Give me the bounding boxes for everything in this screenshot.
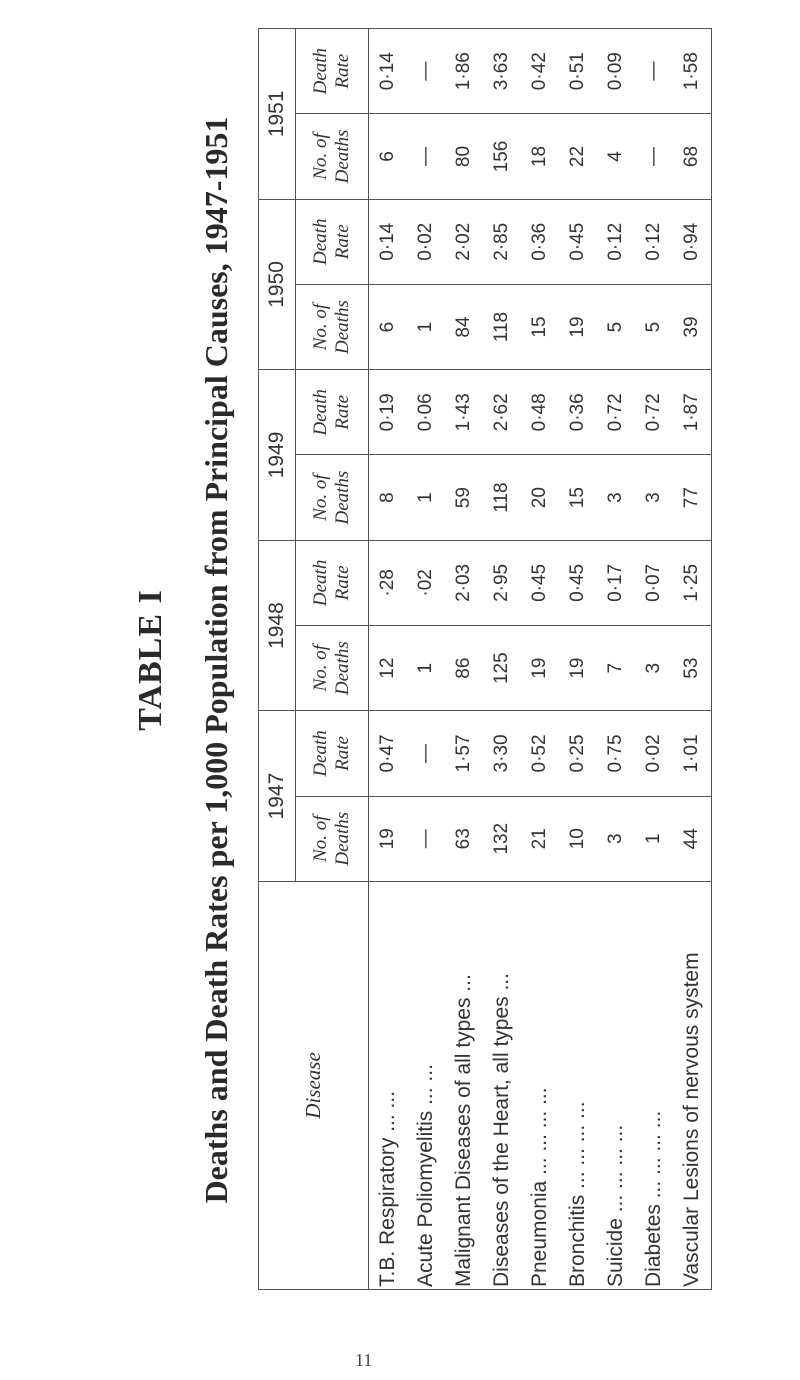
death-rate-value: 0·94 [681,222,702,261]
deaths-value: 5 [643,321,664,333]
year-header-row [259,29,296,1290]
table-body-row [369,29,712,1290]
deaths-value: 1 [415,321,436,333]
deaths-value: 19 [567,657,588,679]
disease-name: Diabetes ... ... ... ... [642,1110,665,1287]
rate-header-1949: Death Rate [296,370,369,455]
rates-list [369,711,711,795]
death-rate-value: 0·06 [415,393,436,432]
rates-column-1947 [369,711,712,796]
death-rate-value: 0·45 [567,222,588,261]
rate-header-1948: Death Rate [296,540,369,625]
deaths-value: 59 [453,487,474,509]
death-rate-value: 0·14 [377,222,398,261]
death-rate-value: 0·12 [605,222,626,261]
death-rate-value: 2·03 [453,563,474,602]
table-title: TABLE I [132,589,169,731]
death-rate-value: 1·43 [453,393,474,432]
deaths-value: — [415,829,436,849]
death-rate-value: — [415,743,436,763]
deaths-value: 22 [567,145,588,168]
deaths-header-1949: No. of Deaths [296,455,369,540]
disease-name: Bronchitis ... ... ... ... [566,1101,589,1287]
deaths-header-1948: No. of Deaths [296,626,369,711]
deaths-value: 77 [681,487,702,509]
deaths-value: 7 [605,662,626,674]
rates-list [369,29,711,113]
deaths-value: 6 [377,151,398,162]
rates-column-1948 [369,540,712,625]
rotated-table-sheet [130,30,703,1290]
rates-column-1950 [369,199,712,284]
deaths-value: 3 [643,662,664,674]
death-rate-value: 0·47 [377,734,398,773]
disease-column-header: Disease [259,881,369,1289]
disease-list [369,882,711,1289]
disease-name: Diseases of the Heart, all types ... [490,973,513,1287]
deaths-value: 8 [377,492,398,503]
deaths-value: 1 [415,662,436,674]
deaths-value: 15 [567,487,588,509]
deaths-list [369,285,711,369]
deaths-value: 3 [605,833,626,845]
deaths-value: 19 [377,828,398,850]
death-rate-value: 2·02 [453,222,474,261]
deaths-header-1951: No. of Deaths [296,114,369,199]
deaths-column-1950 [369,284,712,369]
death-rate-value: 0·72 [605,393,626,432]
death-rate-value: 0·51 [567,52,588,91]
death-rate-value: 0·12 [643,222,664,261]
deaths-value: 21 [529,828,550,850]
death-rate-value: 0·02 [415,222,436,261]
death-rate-value: 2·85 [491,222,512,261]
deaths-value: 53 [681,657,702,679]
deaths-value: 44 [681,828,702,850]
death-rate-value: — [415,61,436,81]
death-rate-value: 0·45 [567,563,588,602]
deaths-value: 86 [453,657,474,679]
death-rate-value: 0·75 [605,734,626,773]
death-rate-value: 0·14 [377,52,398,91]
mortality-table [258,28,712,1290]
deaths-value: 39 [681,316,702,338]
deaths-value: 4 [605,151,626,162]
death-rate-value: 2·95 [491,563,512,602]
death-rate-value: ·28 [377,569,398,597]
year-header-1950: 1950 [259,199,296,370]
rates-column-1951 [369,29,712,114]
disease-name: Malignant Diseases of all types ... [452,974,475,1287]
death-rate-value: 0·36 [529,222,550,261]
deaths-value: 80 [453,145,474,168]
deaths-list [369,626,711,710]
deaths-value: 132 [491,822,512,855]
death-rate-value: 0·02 [643,734,664,773]
deaths-value: 118 [491,482,512,513]
year-header-1948: 1948 [259,540,296,711]
deaths-value: 3 [605,492,626,503]
disease-name: Suicide ... ... ... ... [604,1124,627,1287]
deaths-column-1949 [369,455,712,540]
year-header-1949: 1949 [259,370,296,541]
deaths-value: 1 [415,492,436,503]
rate-header-1947: Death Rate [296,711,369,796]
deaths-value: 18 [529,145,550,168]
death-rate-value: 0·45 [529,563,550,602]
deaths-value: 15 [529,316,550,338]
rates-list [369,541,711,625]
deaths-column-1948 [369,626,712,711]
disease-name: T.B. Respiratory ... ... [376,1090,399,1287]
death-rate-value: 1·58 [681,52,702,91]
deaths-value: 19 [529,657,550,679]
deaths-value: 6 [377,321,398,333]
deaths-value: 1 [643,833,664,845]
deaths-header-1947: No. of Deaths [296,796,369,881]
rates-column-1949 [369,370,712,455]
deaths-value: — [415,146,436,166]
death-rate-value: 0·52 [529,734,550,773]
death-rate-value: 3·30 [491,734,512,773]
deaths-value: 12 [377,657,398,679]
disease-names-cell [369,881,712,1289]
death-rate-value: 0·42 [529,52,550,91]
deaths-list [369,797,711,881]
rate-header-1950: Death Rate [296,199,369,284]
deaths-value: 84 [453,316,474,338]
death-rate-value: ·02 [415,569,436,597]
death-rate-value: 0·36 [567,393,588,432]
year-header-1947: 1947 [259,711,296,882]
death-rate-value: 1·25 [681,563,702,602]
death-rate-value: 1·01 [681,734,702,773]
disease-name: Acute Poliomyelitis ... ... [414,1064,437,1287]
death-rate-value: 0·17 [605,563,626,602]
deaths-value: 156 [491,140,512,173]
death-rate-value: 1·57 [453,734,474,773]
rates-list [369,370,711,454]
deaths-value: — [643,146,664,166]
death-rate-value: 2·62 [491,393,512,432]
disease-name: Pneumonia ... ... ... ... [528,1087,551,1287]
deaths-list [369,114,711,198]
death-rate-value: 0·19 [377,393,398,432]
deaths-value: 5 [605,321,626,333]
deaths-value: 3 [643,492,664,503]
disease-name: Vascular Lesions of nervous system [680,952,703,1287]
death-rate-value: 0·48 [529,393,550,432]
death-rate-value: 3·63 [491,52,512,91]
page-number: 11 [355,1350,373,1370]
deaths-value: 68 [681,145,702,168]
deaths-list [369,455,711,539]
death-rate-value: 1·86 [453,52,474,91]
death-rate-value: 1·87 [681,393,702,432]
deaths-header-1950: No. of Deaths [296,284,369,369]
rate-header-1951: Death Rate [296,29,369,114]
rates-list [369,200,711,284]
deaths-column-1951 [369,114,712,199]
death-rate-value: — [643,61,664,81]
death-rate-value: 0·72 [643,393,664,432]
deaths-value: 125 [491,652,512,685]
deaths-value: 63 [453,828,474,850]
deaths-value: 19 [567,316,588,338]
death-rate-value: 0·25 [567,734,588,773]
year-header-1951: 1951 [259,29,296,200]
table-subtitle: Deaths and Death Rates per 1,000 Population from Principal Causes, 1947-1951 [198,116,234,1204]
death-rate-value: 0·07 [643,563,664,602]
deaths-value: 10 [567,828,588,850]
death-rate-value: 0·09 [605,52,626,91]
deaths-column-1947 [369,796,712,881]
deaths-value: 118 [491,311,512,343]
deaths-value: 20 [529,487,550,509]
